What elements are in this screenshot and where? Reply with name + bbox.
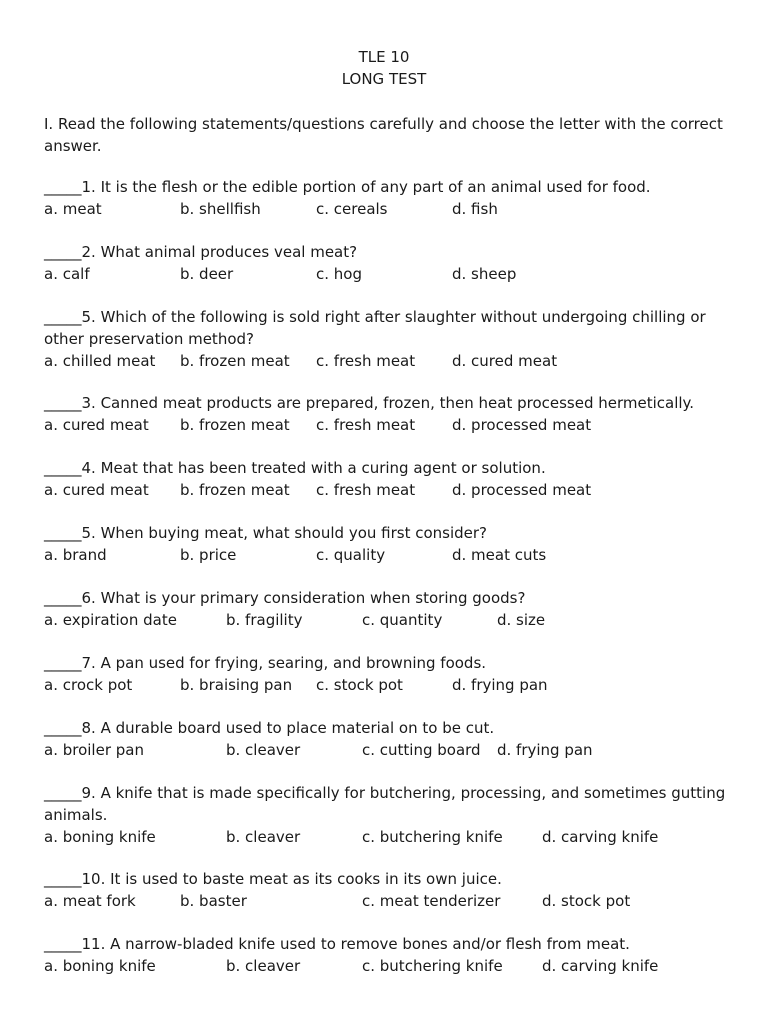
question-item	[44, 522, 734, 566]
choice-d: d. frying pan	[497, 741, 593, 759]
choice-c: c. fresh meat	[316, 352, 416, 370]
question-stem: _____2. What animal produces veal meat?	[44, 243, 358, 261]
choice-d: d. meat cuts	[452, 546, 547, 564]
choice-a: a. broiler pan	[44, 741, 144, 759]
choice-b: b. deer	[180, 265, 234, 283]
question-item	[44, 241, 734, 285]
answer-choices	[44, 544, 734, 566]
question-item	[44, 176, 734, 220]
choice-b: b. braising pan	[180, 676, 293, 694]
question-stem: _____5. When buying meat, what should you first consider?	[44, 524, 488, 542]
choice-d: d. stock pot	[542, 892, 631, 910]
choice-b: b. baster	[180, 892, 247, 910]
subject-title: TLE 10	[358, 48, 410, 66]
choice-c: c. butchering knife	[362, 828, 503, 846]
question-item	[44, 457, 734, 501]
choice-b: b. cleaver	[226, 741, 301, 759]
question-stem: _____8. A durable board used to place material on to be cut.	[44, 719, 495, 737]
choice-c: c. fresh meat	[316, 416, 416, 434]
question-item	[44, 306, 734, 372]
choice-a: a. brand	[44, 546, 107, 564]
question-stem: _____7. A pan used for frying, searing, and browning foods.	[44, 654, 487, 672]
choice-a: a. chilled meat	[44, 352, 156, 370]
question-item	[44, 868, 734, 912]
answer-choices	[44, 890, 734, 912]
choice-d: d. sheep	[452, 265, 517, 283]
choice-d: d. carving knife	[542, 828, 659, 846]
choice-b: b. frozen meat	[180, 481, 290, 499]
choice-b: b. cleaver	[226, 828, 301, 846]
choice-c: c. quantity	[362, 611, 443, 629]
question-item	[44, 392, 734, 436]
choice-c: c. meat tenderizer	[362, 892, 501, 910]
question-stem: _____1. It is the flesh or the edible portion of any part of an animal used for food.	[44, 178, 651, 196]
choice-b: b. cleaver	[226, 957, 301, 975]
choice-a: a. boning knife	[44, 957, 156, 975]
choice-a: a. cured meat	[44, 481, 149, 499]
choice-a: a. meat	[44, 200, 102, 218]
answer-choices	[44, 350, 734, 372]
question-stem: _____9. A knife that is made specifically for butchering, processing, and sometimes gutting animals.	[44, 784, 726, 824]
answer-choices	[44, 739, 734, 761]
choice-d: d. processed meat	[452, 416, 592, 434]
choice-b: b. frozen meat	[180, 352, 290, 370]
answer-choices	[44, 955, 734, 977]
choice-d: d. size	[497, 611, 546, 629]
choice-d: d. frying pan	[452, 676, 548, 694]
question-item	[44, 717, 734, 761]
answer-choices	[44, 263, 734, 285]
choice-d: d. cured meat	[452, 352, 558, 370]
question-stem: _____5. Which of the following is sold right after slaughter without undergoing chilling or other preservation method?	[44, 308, 706, 348]
question-item	[44, 652, 734, 696]
choice-a: a. cured meat	[44, 416, 149, 434]
choice-d: d. processed meat	[452, 481, 592, 499]
question-stem: _____11. A narrow-bladed knife used to remove bones and/or flesh from meat.	[44, 935, 630, 953]
test-title: LONG TEST	[341, 70, 427, 88]
answer-choices	[44, 826, 734, 848]
choice-d: d. carving knife	[542, 957, 659, 975]
answer-choices	[44, 609, 734, 631]
choice-c: c. cereals	[316, 200, 388, 218]
choice-a: a. expiration date	[44, 611, 177, 629]
choice-a: a. meat fork	[44, 892, 136, 910]
choice-c: c. fresh meat	[316, 481, 416, 499]
question-item	[44, 782, 734, 848]
choice-b: b. frozen meat	[180, 416, 290, 434]
question-item	[44, 587, 734, 631]
choice-c: c. stock pot	[316, 676, 403, 694]
question-stem: _____6. What is your primary consideration when storing goods?	[44, 589, 526, 607]
choice-b: b. price	[180, 546, 237, 564]
choice-d: d. fish	[452, 200, 498, 218]
choice-a: a. calf	[44, 265, 90, 283]
question-stem: _____4. Meat that has been treated with a curing agent or solution.	[44, 459, 546, 477]
answer-choices	[44, 479, 734, 501]
answer-choices	[44, 674, 734, 696]
answer-choices	[44, 414, 734, 436]
choice-a: a. boning knife	[44, 828, 156, 846]
choice-b: b. shellfish	[180, 200, 261, 218]
question-item	[44, 933, 734, 977]
instructions: I. Read the following statements/questions carefully and choose the letter with the correct answer.	[44, 115, 723, 155]
answer-choices	[44, 198, 734, 220]
question-stem: _____10. It is used to baste meat as its cooks in its own juice.	[44, 870, 502, 888]
choice-a: a. crock pot	[44, 676, 133, 694]
choice-c: c. quality	[316, 546, 386, 564]
choice-c: c. hog	[316, 265, 362, 283]
choice-b: b. fragility	[226, 611, 303, 629]
choice-c: c. cutting board	[362, 741, 481, 759]
question-stem: _____3. Canned meat products are prepared, frozen, then heat processed hermetically.	[44, 394, 695, 412]
choice-c: c. butchering knife	[362, 957, 503, 975]
